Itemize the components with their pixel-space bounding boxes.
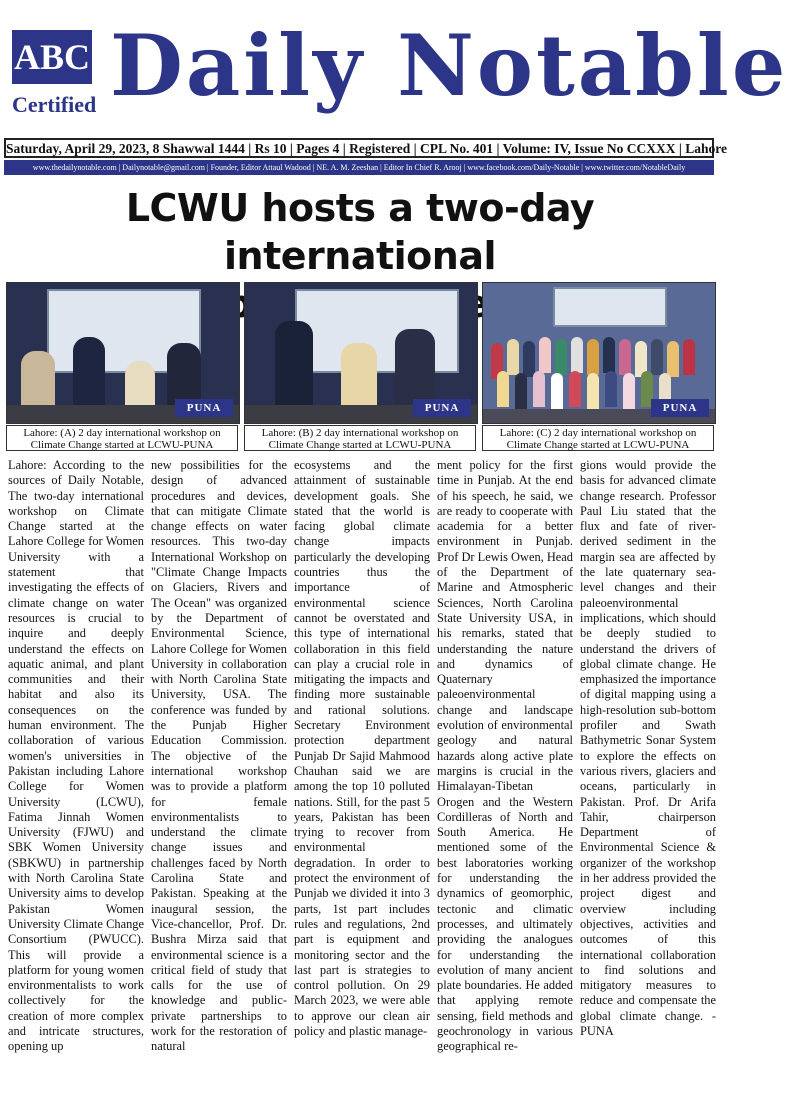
article-column-2: new possibilities for the design of advanced procedures and devices, that can mitigate Climate change effects on water resources. This two-day International Workshop on "Climate Change Impacts on Glaciers, Rivers and The Ocean" was organized by the Department of Environmental Science, Lahore College for Women University in collaboration with North Carolina State University, USA. The conference was funded by the Punjab Higher Education Commission. The objective of the international workshop was to provide a platform for female environmentalists to understand the climate change issues and challenges faced by North Carolina State and Pakistan. Speaking at the inaugural session, the Vice-chancellor, Prof. Dr. Bushra Mirza said that environmental science is a critical field of study that calls for the use of knowledge and public-private partnerships to work for the restoration of natural (151, 458, 287, 1054)
person-figure (497, 371, 509, 407)
photo-strip (6, 282, 714, 452)
photo-a (6, 282, 240, 424)
headline-line-1: LCWU hosts a two-day international (125, 186, 595, 278)
person-figure (587, 339, 599, 375)
person-figure (555, 339, 567, 375)
photo-caption-b: Lahore: (B) 2 day international workshop on Climate Change started at LCWU-PUNA (244, 425, 476, 451)
contact-bar: www.thedailynotable.com | Dailynotable@gmail.com | Founder, Editor Attaul Wadood | NE. A. M. Zeeshan | Editor In Chief R. Arooj | www.facebook.com/Daily-Notable | www.twitter.com/NotableDaily (4, 160, 714, 175)
person-figure (523, 341, 535, 377)
person-figure (603, 337, 615, 373)
article-column-4: ment policy for the first time in Punjab. At the end of his speech, he said, we are ready to cooperate with academia for a better environment in Punjab. Prof Dr Lewis Owen, Head of the Department of Marine and Atmospheric Sciences, North Carolina State University USA, in his remarks, stated that understanding the nature and dynamics of Quaternary paleoenvironmental change and landscape evolution of environmental geology and natural hazards along active plate margins is crucial in the Himalayan-Tibetan Orogen and the Western Cordilleras of North and South America. He mentioned some of the best laboratories working for understanding the dynamics of geomorphic, tectonic and climatic processes, and ultimately providing the analogues for understanding the evolution of many ancient plate boundaries. He added that applying remote sensing, field methods and geochronology in various geographical re- (437, 458, 573, 1054)
person-figure (539, 337, 551, 373)
person-figure (533, 371, 545, 407)
newspaper-title: Daily Notable (110, 16, 788, 115)
article-body (8, 458, 714, 1098)
person-figure (515, 373, 527, 409)
article-column-1: Lahore: According to the sources of Daily Notable, The two-day international workshop on Climate Change started at the Lahore College for Women University with a statement that investigating the effects of climate change on water resources is crucial to inquire and deeply understand the effects on aquatic animal, and plant communities and their habitat and also its consequences on the human environment. The collaboration of various women's universities in Pakistan including Lahore College for Women University (LCWU), Fatima Jinnah Women University (FJWU) and SBK Women University (SBKWU) in partnership with North Carolina State University aims to develop Pakistan Women University Climate Change Consortium (PWUCC). This will provide a platform for young women environmentalists to work collectively for the creation of more complex and intricate structures, opening up (8, 458, 144, 1054)
person-figure (507, 339, 519, 375)
abc-certified-label: Certified (12, 92, 97, 117)
person-figure (587, 373, 599, 409)
person-figure (605, 371, 617, 407)
person-figure (571, 337, 583, 373)
issue-info-bar: Saturday, April 29, 2023, 8 Shawwal 1444 | Rs 10 | Pages 4 | Registered | CPL No. 401 | Volume: IV, Issue No CCXXX | Lahore (4, 138, 714, 158)
photo-credit: PUNA (175, 399, 233, 417)
person-figure (569, 371, 581, 407)
person-figure (551, 373, 563, 409)
masthead (0, 0, 788, 138)
photo-c (482, 282, 716, 424)
photo-b (244, 282, 478, 424)
projection-screen (553, 287, 667, 327)
article-column-5: gions would provide the basis for advanced climate change research. Professor Paul Liu stated that the flux and fate of river-derived sediment in the margin sea are affected by the late quaternary sea-level changes and their paleoenvironmental implications, which should be deeply studied to understand the drivers of global climate change. He emphasized the importance of digital mapping using a high-resolution sub-bottom profiler and Swath Bathymetric Sonar System to explore the effects on various rivers, glaciers and oceans, particularly in Pakistan. Prof. Dr Arifa Tahir, chairperson Department of Environmental Science & organizer of the workshop in her address provided the project digest and overview including objectives, activities and outcomes of this international collaboration to find solutions and mitigatory measures to reduce and compensate the global climate change. - PUNA (580, 458, 716, 1038)
person-figure (619, 339, 631, 375)
abc-badge: ABC (12, 30, 92, 84)
person-figure (667, 341, 679, 377)
photo-credit: PUNA (651, 399, 709, 417)
person-figure (683, 339, 695, 375)
article-column-3: ecosystems and the attainment of sustainable development goals. She stated that the world is facing global climate change impacts particularly the developing countries thus the importance of environmental science cannot be overstated and this type of international collaboration in this field can play a crucial role in mitigating the impacts and finding more sustainable and rational solutions. Secretary Environment protection department Punjab Dr Sajid Mahmood Chauhan said we are among the top 10 polluted nations. Still, for the past 5 years, Pakistan has been trying to recover from environmental degradation. In order to protect the environment of Punjab we divided it into 3 parts, 1st part includes rules and regulations, 2nd part is equipment and monitoring sector and the last part is strategies to control pollution. On 29 March 2023, we were able to approve our clean air policy and plastic manage- (294, 458, 430, 1038)
photo-caption-a: Lahore: (A) 2 day international workshop on Climate Change started at LCWU-PUNA (6, 425, 238, 451)
person-figure (651, 339, 663, 375)
person-figure (623, 373, 635, 409)
photo-caption-c: Lahore: (C) 2 day international workshop on Climate Change started at LCWU-PUNA (482, 425, 714, 451)
photo-credit: PUNA (413, 399, 471, 417)
